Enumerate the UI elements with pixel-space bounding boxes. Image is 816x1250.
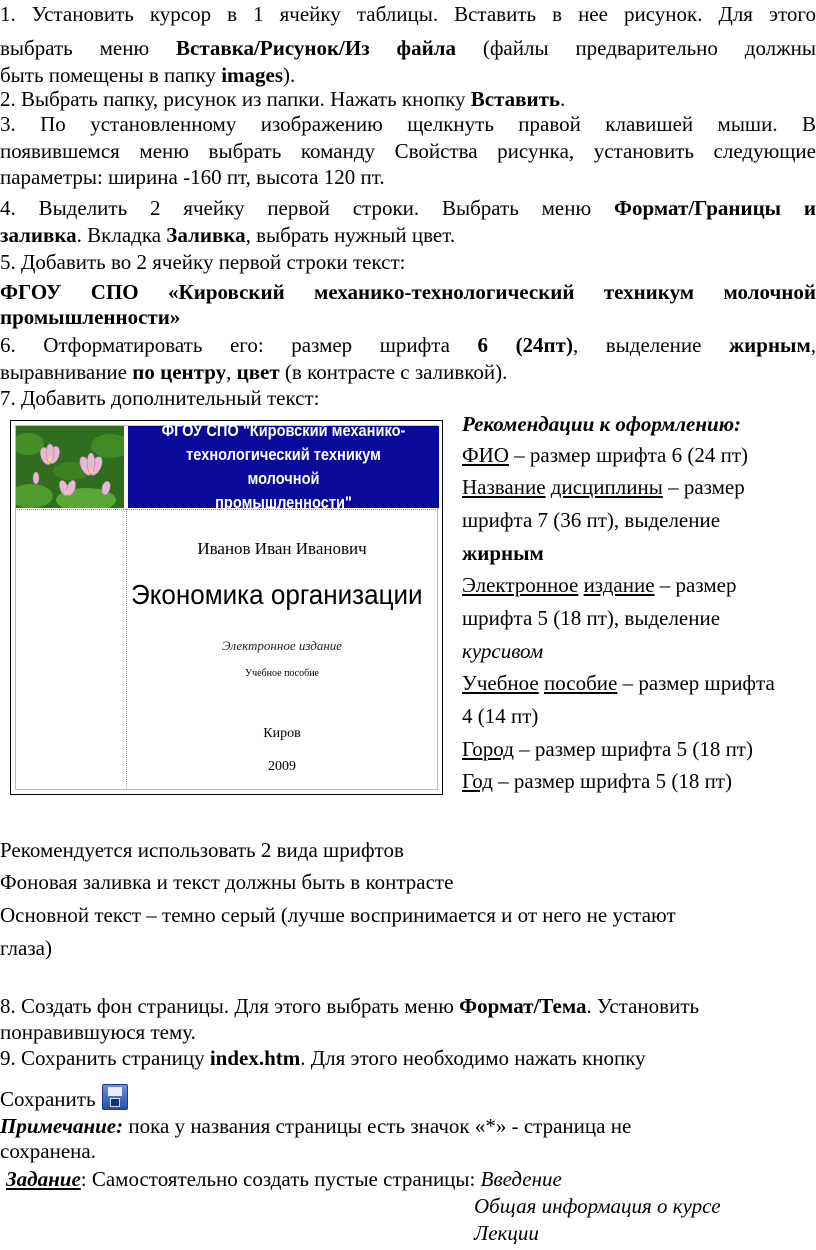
note-fonts: Рекомендуется использовать 2 вида шрифтов <box>0 838 404 862</box>
lotus-flowers-image <box>16 426 124 508</box>
menu-path: Формат/Тема <box>459 994 587 1018</box>
emph: жирным <box>728 333 811 357</box>
text: . Вкладка <box>76 223 167 247</box>
note-line-2: сохранена. <box>0 1139 96 1163</box>
step-2 <box>0 87 565 112</box>
text: 2. Выбрать папку, рисунок из папки. Нажать кнопку <box>0 87 471 111</box>
step-6-line-2 <box>0 360 507 385</box>
text: – размер шрифта <box>617 671 775 695</box>
text: , выделение <box>572 333 729 357</box>
text: – размер <box>654 573 737 597</box>
emph: цвет <box>236 360 280 384</box>
sample-title-card <box>10 420 443 795</box>
recommendation-discipline-line-3: жирным <box>462 541 544 565</box>
recommendation-discipline-line-2: шрифта 7 (36 пт), выделение <box>462 508 721 532</box>
text: – размер шрифта 5 (18 пт) <box>513 737 753 761</box>
emph: по центру <box>132 360 227 384</box>
menu-path: Вставка/Рисунок/Из файла <box>176 36 456 60</box>
card-author: Иванов Иван Иванович <box>197 539 367 558</box>
note-text-color-line-2: глаза) <box>0 936 52 960</box>
save-icon <box>102 1084 128 1110</box>
tab-name: Заливка <box>166 223 246 247</box>
card-year: 2009 <box>268 759 296 774</box>
text: , выбрать нужный цвет. <box>245 223 456 247</box>
note <box>0 1114 631 1139</box>
text: : Самостоятельно создать пустые страницы: <box>80 1167 481 1191</box>
card-edition: Электронное издание <box>221 638 343 653</box>
text: пока у названия страницы есть значок «*» - страница не <box>123 1114 632 1138</box>
field-name: издание <box>583 573 655 597</box>
institution-name: ФГОУ СПО "Кировский механико- технологический техникум молочной промышленности" <box>161 421 406 512</box>
card-discipline-title <box>111 579 442 611</box>
field-name: Город <box>462 737 514 761</box>
text: – размер шрифта 5 (18 пт) <box>492 769 732 793</box>
note-label: Примечание: <box>0 1114 124 1138</box>
step-3-line-3: параметры: ширина -160 пт, высота 120 пт. <box>0 165 385 189</box>
text: , <box>226 360 237 384</box>
text: – размер шрифта 6 (24 пт) <box>508 443 749 467</box>
field-name: дисциплины <box>550 475 663 499</box>
field-name: Название <box>462 475 546 499</box>
text: – размер <box>662 475 745 499</box>
step-1-line-1: 1. Установить курсор в 1 ячейку таблицы. Вставить в нее рисунок. Для этого <box>0 2 816 26</box>
step-9-line-2 <box>0 1084 128 1112</box>
page-name: Общая информация о курсе <box>474 1194 721 1218</box>
folder-name: images <box>221 63 284 87</box>
recommendation-discipline <box>462 475 745 500</box>
text: 6. Отформатировать его: размер шрифта <box>0 333 478 357</box>
menu-path: заливка <box>0 223 77 247</box>
step-7: 7. Добавить дополнительный текст: <box>0 386 320 410</box>
step-3-line-2: появившемся меню выбрать команду Свойства рисунка, установить следующие <box>0 139 816 163</box>
text: 9. Сохранить страницу <box>0 1046 210 1070</box>
text: . Установить <box>586 994 700 1018</box>
task-label: Задание <box>6 1167 81 1191</box>
button-name: Вставить <box>470 87 561 111</box>
step-3-line-1: 3. По установленному изображению щелкнуть правой клавишей мыши. В <box>0 112 816 136</box>
text: (файлы предварительно должны <box>455 36 816 60</box>
field-name: пособие <box>544 671 618 695</box>
page-name: Введение <box>480 1167 562 1191</box>
field-name: Электронное <box>462 573 579 597</box>
field-name: Учебное <box>462 671 539 695</box>
recommendation-year <box>462 769 732 794</box>
card-city: Киров <box>263 726 301 741</box>
step-1-line-3 <box>0 63 295 88</box>
step-5-bold-line-1: ФГОУ СПО «Кировский механико-технологический техникум молочной <box>0 280 816 304</box>
note-text-color: Основной текст – темно серый (лучше воспринимается и от него не устают <box>0 903 676 927</box>
menu-path: Формат/Границы и <box>613 196 816 220</box>
text: выбрать меню <box>0 36 177 60</box>
file-name: index.htm <box>209 1046 301 1070</box>
text: Сохранить <box>0 1087 96 1111</box>
step-9 <box>0 1046 646 1071</box>
text: выравнивание <box>0 360 133 384</box>
text: быть помещены в папку <box>0 63 222 87</box>
recommendation-edition-line-2: шрифта 5 (18 пт), выделение <box>462 606 721 630</box>
field-name: ФИО <box>462 443 509 467</box>
step-8 <box>0 994 699 1019</box>
text: 4. Выделить 2 ячейку первой строки. Выбрать меню <box>0 196 614 220</box>
emph: 6 (24пт) <box>477 333 573 357</box>
field-name: Год <box>462 769 493 793</box>
recommendation-city <box>462 737 753 762</box>
recommendation-fio <box>462 443 748 468</box>
recommendation-edition <box>462 573 736 598</box>
recommendation-manual <box>462 671 775 696</box>
recommendations-heading: Рекомендации к оформлению: <box>462 412 742 436</box>
page-name: Лекции <box>474 1221 539 1245</box>
step-4-line-1 <box>0 196 816 221</box>
text: . <box>560 87 566 111</box>
step-5-bold-line-2: промышленности» <box>0 305 181 329</box>
institution-banner <box>128 421 439 512</box>
step-8-line-2: понравившуюся тему. <box>0 1020 196 1044</box>
recommendation-manual-line-2: 4 (14 пт) <box>462 704 539 728</box>
discipline-title-text: Экономика организации <box>130 579 423 610</box>
text: 8. Создать фон страницы. Для этого выбрать меню <box>0 994 460 1018</box>
text: (в контрасте с заливкой). <box>279 360 508 384</box>
text: . Для этого необходимо нажать кнопку <box>300 1046 646 1070</box>
text: , <box>810 333 816 357</box>
step-6-line-1 <box>0 333 816 358</box>
text: ). <box>283 63 296 87</box>
note-contrast: Фоновая заливка и текст должны быть в контрасте <box>0 870 454 894</box>
step-4-line-2 <box>0 223 455 248</box>
card-manual: Учебное пособие <box>245 668 319 679</box>
task <box>6 1167 562 1192</box>
step-1-line-2 <box>0 36 816 61</box>
recommendation-edition-line-3: курсивом <box>462 639 544 663</box>
step-5: 5. Добавить во 2 ячейку первой строки текст: <box>0 250 406 274</box>
